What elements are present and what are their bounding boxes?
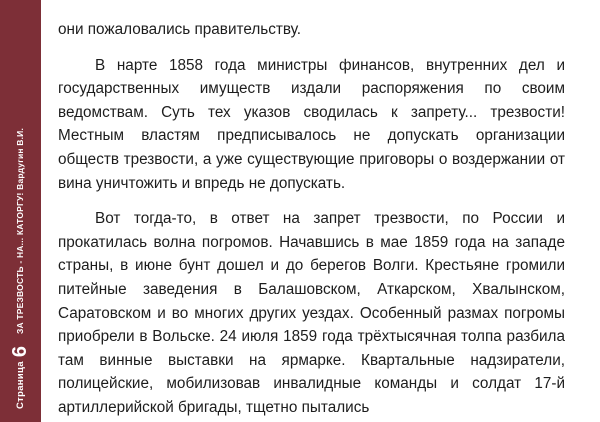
paragraph: Вот тогда-то, в ответ на запрет трезвости, по России и прокатилась волна погромов. Начавшись в мае 1859 года на западе страны, в июне бунт дошел и до берегов Волги. Крестьяне громили питейные заведения в Балашовском, Аткарском, Хвалынском, Саратовском и во многих других уездах. Особенный размах погромы приобрели в Вольске. 24 июля 1859 года трёхтысячная толпа разбила там винные выставки на ярмарке. Квартальные надзиратели, полицейские, мобилизовав инвалидные команды и солдат 17-й артиллерийской бригады, тщетно пытались — [58, 210, 565, 416]
paragraph: В нарте 1858 года министры финансов, внутренних дел и государственных имуществ издали распоряжения по своим ведомствам. Суть тех указов сводилась к запрету... трезвости! Местным властям предписывалось не допускать организации обществ трезвости, а уже существующие приговоры о воздержании от вина уничтожить и впредь не допускать. — [58, 56, 565, 192]
paragraph-continuation: они пожаловались правительству. — [58, 21, 302, 38]
page-label: Страница — [14, 361, 26, 409]
sidebar — [0, 0, 41, 422]
text-body — [58, 18, 565, 422]
book-title: ЗА ТРЕЗВОСТЬ - НА... КАТОРГУ! Вардугин В.И. — [15, 127, 25, 335]
page-number: 6 — [8, 346, 31, 358]
